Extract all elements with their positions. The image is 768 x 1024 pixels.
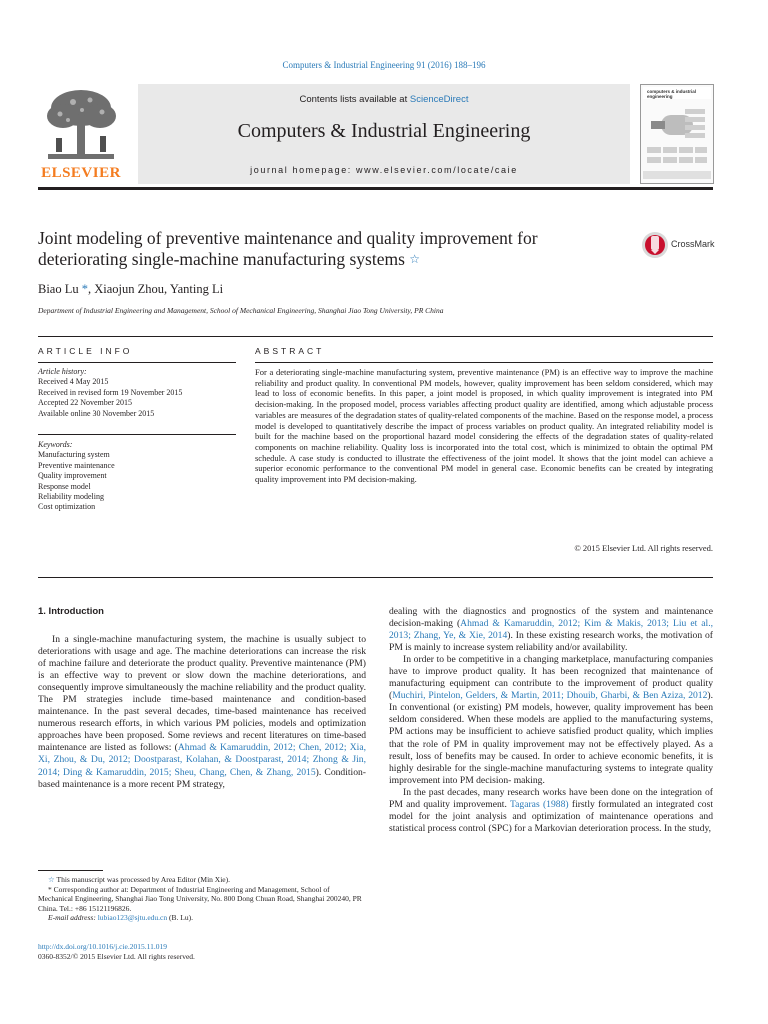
article-info-heading: ARTICLE INFO	[38, 346, 133, 356]
intro-text: ). In these existing research works, the motivation of PM is mainly to increase system reliability and/or availability.	[389, 630, 713, 654]
intro-text: In order to be competitive in a changing marketplace, manufacturing companies have to improve product quality. It has been recognized that maintenance of manufacturing equipment can contribute to the improvement of product quality (	[389, 654, 713, 702]
section-heading-introduction: 1. Introduction	[38, 606, 104, 617]
history-accepted: Accepted 22 November 2015	[38, 398, 132, 408]
info-rule	[38, 362, 236, 363]
footnote-processed-text: This manuscript was processed by Area Editor (Min Xie).	[56, 875, 230, 884]
title-footnote-star[interactable]: ☆	[409, 252, 421, 266]
footnote-corr-mark: *	[48, 884, 52, 894]
intro-right-column	[389, 606, 713, 835]
crossmark-icon	[640, 230, 670, 260]
footnotes	[38, 875, 366, 923]
abstract-heading: ABSTRACT	[255, 346, 325, 356]
article-history	[38, 367, 238, 419]
abstract-text: For a deteriorating single-machine manufacturing system, preventive maintenance (PM) is an effective way to improve the machine reliability and product quality. In conventional PM models, however, quality improvement has been seldom considered, which may lead to loss of economic benefits. In this paper, a joint model is proposed, in which quality improvement is integrated into PM decision-making. In the proposed model, process variables affecting product quality are identified, among which adjustable process variables are measures of the degradation states of quality-related components of the machine. Based on the response model, a process model is developed to quantitatively describe the impact of process variables on product quality. An integrated reliability model is built for the machine based on the proportional hazard model considering the effects of the degradation states of quality-related components on machine reliability. Quality loss is incorporated into the total cost, which is minimized to obtain the optimal PM schedule. A case study is conducted to illustrate the effectiveness of the joint model. It shows that the joint model can achieve a superior economic performance to the conventional PM model in general case. Economic benefits can be created by integrating quality improvement into PM decision-making.	[255, 367, 713, 485]
keywords-rule	[38, 434, 236, 435]
footnote-star-mark: ☆	[48, 875, 55, 884]
intro-paragraph	[38, 634, 366, 791]
intro-text: In the past decades, many research works have been done on the integration of PM and quality improvement.	[389, 786, 713, 810]
intro-text: ). Condition-based maintenance is a more recent PM strategy,	[38, 766, 366, 790]
keywords-label: Keywords:	[38, 440, 73, 449]
footnote-processed	[38, 875, 366, 885]
citation-link[interactable]: Muchiri, Pintelon, Gelders, & Martin, 2011; Dhouib, Gharbi, & Ben Aziza, 2012	[392, 690, 708, 702]
intro-left-column	[38, 634, 366, 791]
keyword-item: Manufacturing system	[38, 450, 110, 460]
intro-text: ). In conventional (or existing) PM models, however, quality improvement has been seldom considered. When these models are applied to the manufacturing systems, PM actions may be insufficient to achieve satisfied product quality, which implies that the role of PM in quality improvement may not be effectively played. As a result, loss of benefits may be caused. In order to achieve economic benefits, it is highly desirable for the single-machine manufacturing systems to integrate quality improvement into PM decision- making.	[389, 690, 713, 786]
journal-citation[interactable]: Computers & Industrial Engineering 91 (2016) 188–196	[282, 60, 486, 70]
crossmark-label: CrossMark	[671, 239, 715, 249]
keyword-item: Reliability modeling	[38, 492, 104, 502]
history-received: Received 4 May 2015	[38, 377, 109, 387]
affiliation: Department of Industrial Engineering and Management, School of Mechanical Engineering, Shanghai Jiao Tong University, PR China	[38, 306, 444, 315]
doi-link[interactable]: http://dx.doi.org/10.1016/j.cie.2015.11.019	[38, 942, 167, 951]
keyword-item: Response model	[38, 481, 91, 491]
footnote-rule	[38, 870, 103, 871]
footnote-corr-text: Corresponding author at: Department of Industrial Engineering and Management, School of Mechanical Engineering, Shanghai Jiao Tong University, No. 800 Dong Chuan Road, Shanghai 200240, PR China. Tel.: +86 15121196826.	[38, 884, 362, 913]
keyword-item: Preventive maintenance	[38, 460, 115, 470]
abstract-rule-bottom	[38, 577, 713, 578]
intro-paragraph	[389, 606, 713, 654]
intro-paragraph	[389, 787, 713, 835]
crossmark-badge[interactable]	[640, 230, 720, 260]
cover-title: computers & industrial engineering	[647, 89, 697, 99]
author-list	[38, 282, 223, 297]
abstract-rule	[255, 362, 713, 363]
contents-prefix: Contents lists available at	[299, 94, 410, 105]
journal-title: Computers & Industrial Engineering	[237, 120, 531, 142]
journal-cover-thumbnail	[640, 84, 714, 184]
keywords-block	[38, 440, 238, 513]
article-title	[38, 228, 618, 270]
intro-text: In a single-machine manufacturing system, the machine is usually subject to deteriorations with usage and age. The machine deteriorations can increase the risk of machine failure and deteriorate the product quality. Preventive maintenance (PM) is an effective way to prevent or slow down the machine deteriorations, and consequently improve simultaneously the machine reliability and the product quality. The PM strategies include time-based maintenance and condition-based maintenance. In the past several decades, time-based maintenance has received numerous research efforts, in which various PM policies, models and optimization approaches have been proposed. Some reviews and recent literatures on time-based maintenance are listed as follows: (	[38, 634, 366, 754]
issn-line: 0360-8352/© 2015 Elsevier Ltd. All rights reserved.	[38, 952, 195, 961]
history-label: Article history:	[38, 367, 87, 376]
email-label: E-mail address:	[48, 913, 96, 923]
author-name: Biao Lu	[38, 282, 79, 296]
header-rule	[38, 187, 713, 190]
corresponding-author-mark[interactable]: *	[81, 282, 88, 296]
history-online: Available online 30 November 2015	[38, 408, 155, 418]
info-rule-top	[38, 336, 713, 337]
footnote-corresponding	[38, 885, 366, 914]
email-link[interactable]: lubiao123@sjtu.edu.cn	[97, 913, 168, 923]
keyword-item: Quality improvement	[38, 471, 107, 481]
article-title-text: Joint modeling of preventive maintenance and quality improvement for deteriorating single-machine manufacturing systems	[38, 228, 538, 269]
author-names-rest: , Xiaojun Zhou, Yanting Li	[88, 282, 224, 296]
abstract-copyright: © 2015 Elsevier Ltd. All rights reserved.	[574, 543, 713, 553]
sciencedirect-link[interactable]: ScienceDirect	[409, 94, 469, 105]
doi-block	[38, 942, 195, 962]
history-revised: Received in revised form 19 November 2015	[38, 387, 183, 397]
citation-link[interactable]: Tagaras (1988)	[509, 798, 569, 810]
footnote-email	[38, 913, 366, 923]
keyword-item: Cost optimization	[38, 502, 96, 512]
email-suffix: (B. Lu).	[167, 913, 193, 923]
citation-link[interactable]: Ahmad & Kamaruddin, 2012; Kim & Makis, 2013; Liu et al., 2013; Zhang, Ye, & Xie, 2014	[389, 618, 713, 642]
intro-text: dealing with the diagnostics and prognostics of the system and maintenance decision-making (	[389, 606, 713, 630]
contents-line	[138, 94, 630, 105]
citation-link[interactable]: Ahmad & Kamaruddin, 2012; Chen, 2012; Xia, Xi, Zhou, & Du, 2012; Doostparast, Kolahan, & Doostparast, 2014; Zhong & Jin, 2014; Ding & Kamaruddin, 2015; Sheu, Chang, Chen, & Zhang, 2015	[38, 742, 366, 778]
journal-homepage[interactable]: journal homepage: www.elsevier.com/locate/caie	[250, 165, 518, 175]
elsevier-wordmark: ELSEVIER	[41, 165, 121, 181]
intro-text: firstly formulated an integrated cost model for the joint analysis and optimization of maintenance operations and statistical process control (SPC) for a Markovian deterioration process. In the study,	[389, 798, 713, 834]
intro-paragraph	[389, 654, 713, 787]
